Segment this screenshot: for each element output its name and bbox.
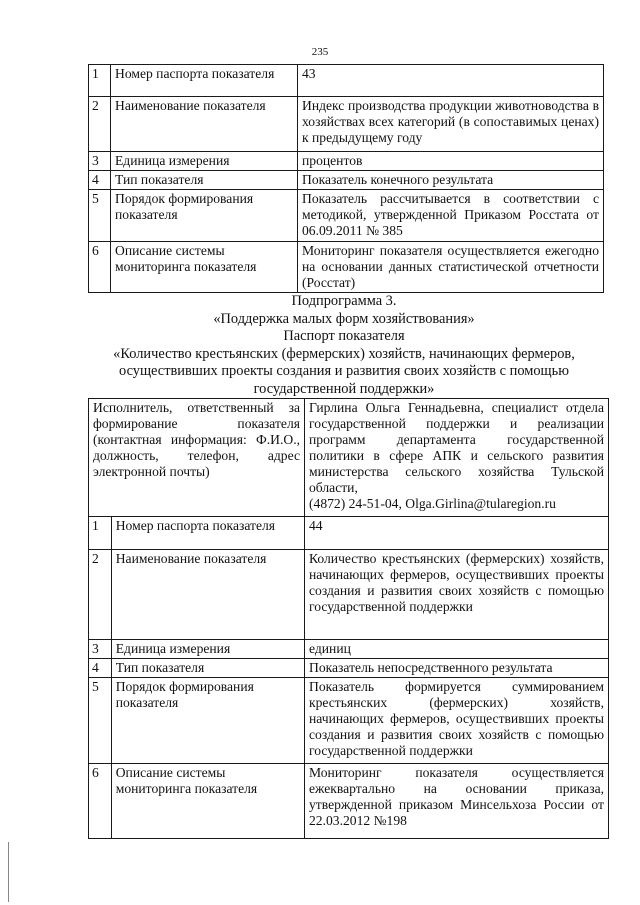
- subprogram-title: Подпрограмма 3.: [291, 293, 397, 309]
- table-row: [89, 97, 604, 152]
- passport-title: Паспорт показателя: [283, 328, 405, 344]
- table-row: [89, 640, 609, 659]
- row-label: Описание системы мониторинга показателя: [111, 242, 298, 293]
- row-number: 4: [89, 171, 111, 190]
- row-value: процентов: [298, 152, 604, 171]
- subprogram-name: «Поддержка малых форм хозяйствования»: [213, 310, 475, 327]
- indicator-passport-table-43: [88, 64, 604, 293]
- row-number: 6: [89, 764, 112, 839]
- executor-contact: (4872) 24-51-04, Olga.Girlina@tularegion.ru: [309, 496, 556, 511]
- table-row: [89, 659, 609, 678]
- row-value: Мониторинг показателя осуществляется ежегодно на основании данных статистической отчетности (Росстат): [298, 242, 604, 293]
- row-number: 6: [89, 242, 111, 293]
- row-value: 43: [298, 65, 604, 97]
- table-row: [89, 242, 604, 293]
- table-row: [89, 152, 604, 171]
- row-value: Мониторинг показателя осуществляется ежеквартально на основании приказа, утвержденной приказом Минсельхоза России от 22.03.2012 №198: [305, 764, 609, 839]
- table-row: [89, 65, 604, 97]
- row-label: Номер паспорта показателя: [111, 65, 298, 97]
- row-number: 3: [89, 152, 111, 171]
- row-value: Показатель формируется суммированием крестьянских (фермерских) хозяйств, начинающих фермеров, осуществивших проекты создания и развития своих хозяйств с помощью государственной поддержки: [305, 678, 609, 764]
- row-value: Показатель конечного результата: [298, 171, 604, 190]
- row-label: Тип показателя: [111, 659, 304, 678]
- row-value: Индекс производства продукции животноводства в хозяйствах всех категорий (в сопоставимых ценах) к предыдущему году: [298, 97, 604, 152]
- row-number: 2: [89, 97, 111, 152]
- table-row: [89, 171, 604, 190]
- row-number: 5: [89, 678, 112, 764]
- row-number: 1: [89, 65, 111, 97]
- indicator-title: «Количество крестьянских (фермерских) хозяйств, начинающих фермеров, осуществивших проекты создания и развития своих хозяйств с помощью государственной поддержки»: [113, 345, 575, 397]
- executor-row: [89, 399, 609, 517]
- row-label: Единица измерения: [111, 640, 304, 659]
- row-label: Наименование показателя: [111, 97, 298, 152]
- row-label: Порядок формирования показателя: [111, 190, 298, 242]
- row-label: Описание системы мониторинга показателя: [111, 764, 304, 839]
- row-number: 1: [89, 517, 112, 550]
- row-number: 5: [89, 190, 111, 242]
- row-label: Наименование показателя: [111, 550, 304, 640]
- row-value: единиц: [305, 640, 609, 659]
- row-number: 4: [89, 659, 112, 678]
- table-row: [89, 517, 609, 550]
- scan-edge-line: [8, 842, 9, 902]
- row-number: 3: [89, 640, 112, 659]
- indicator-passport-table-44: [88, 398, 609, 839]
- executor-value: [305, 399, 609, 517]
- subprogram-heading: [80, 293, 608, 398]
- row-value: Показатель рассчитывается в соответствии с методикой, утвержденной Приказом Росстата от 06.09.2011 № 385: [298, 190, 604, 242]
- row-number: 2: [89, 550, 112, 640]
- row-value: Количество крестьянских (фермерских) хозяйств, начинающих фермеров, осуществивших проекты создания и развития своих хозяйств с помощью государственной поддержки: [305, 550, 609, 640]
- row-label: Порядок формирования показателя: [111, 678, 304, 764]
- row-label: Номер паспорта показателя: [111, 517, 304, 550]
- row-label: Единица измерения: [111, 152, 298, 171]
- executor-label: Исполнитель, ответственный за формирование показателя (контактная информация: Ф.И.О., должность, телефон, адрес электронной почты): [89, 399, 305, 517]
- table-row: [89, 764, 609, 839]
- executor-details: Гирлина Ольга Геннадьевна, специалист отдела государственной поддержки и реализации программ департамента государственной политики в сфере АПК и сельского развития министерства сельского хозяйства Тульской области,: [309, 400, 604, 495]
- page-number: 235: [311, 46, 329, 58]
- row-value: Показатель непосредственного результата: [305, 659, 609, 678]
- row-label: Тип показателя: [111, 171, 298, 190]
- table-row: [89, 678, 609, 764]
- row-value: 44: [305, 517, 609, 550]
- table-row: [89, 190, 604, 242]
- table-row: [89, 550, 609, 640]
